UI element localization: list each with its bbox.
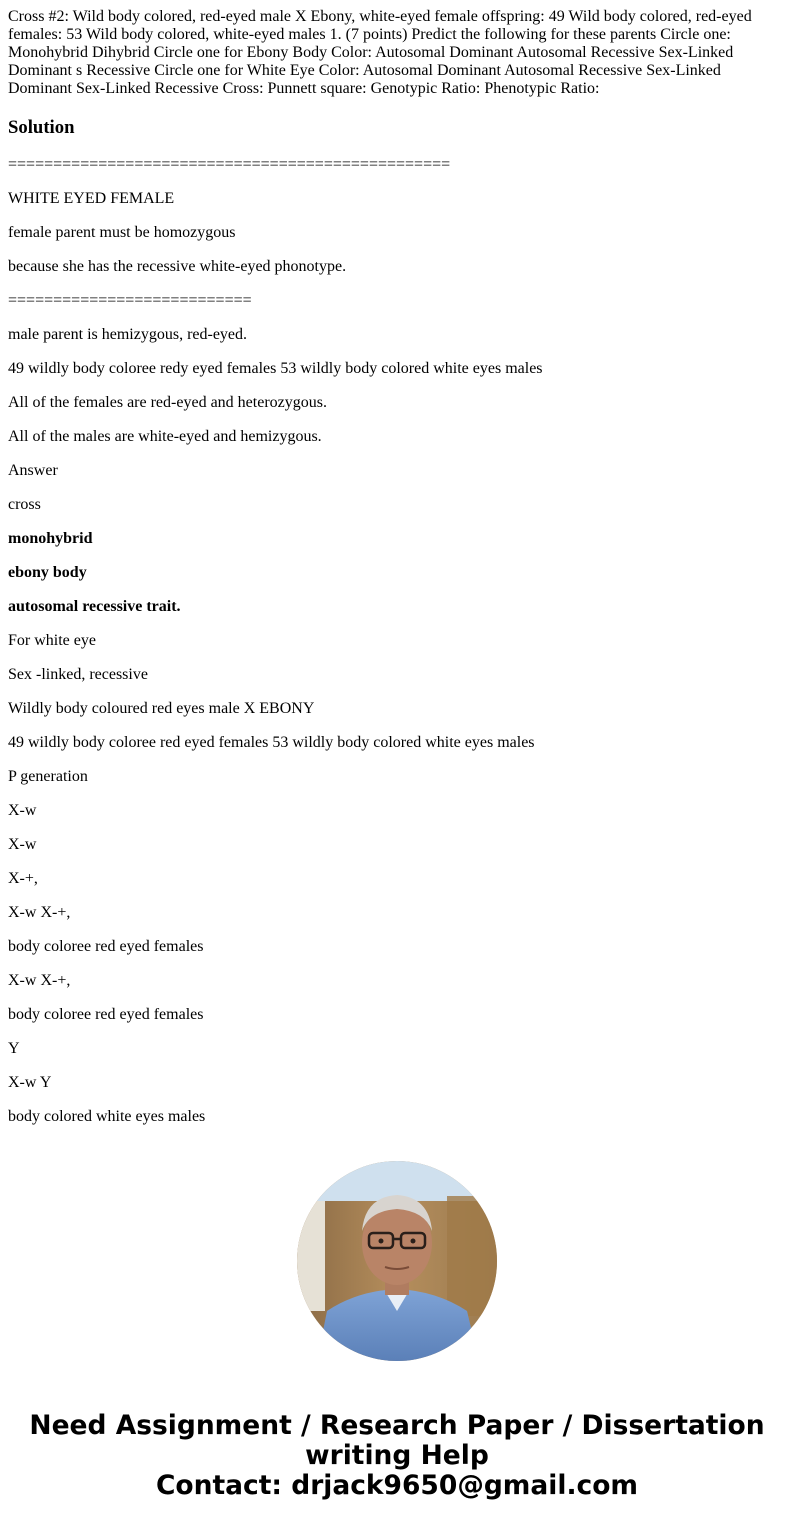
question-text: Cross #2: Wild body colored, red-eyed male X Ebony, white-eyed female offspring: 49 Wild body colored, red-eyed females: 53 Wild body colored, white-eyed males 1. (7 points) Predict the following for these parents Circle one: Monohybrid Dihybrid Circle one for Ebony Body Color: Autosomal Dominant Autosomal Recessive Sex-Linked Dominant s Recessive Circle one for White Eye Color: Autosomal Dominant Autosomal Recessive Sex-Linked Dominant Sex-Linked Recessive Cross: Punnett square: Genotypic Ratio: Phenotypic Ratio: xyxy=(8,8,752,97)
promo-banner xyxy=(0,1411,794,1501)
solution-line: female parent must be homozygous xyxy=(8,224,236,241)
separator-line: =========================== xyxy=(8,292,252,309)
solution-line: Wildly body coloured red eyes male X EBONY xyxy=(8,700,315,717)
answer-bold-line: autosomal recessive trait. xyxy=(8,598,181,615)
answer-bold-line: ebony body xyxy=(8,564,87,581)
solution-line: Sex -linked, recessive xyxy=(8,666,148,683)
promo-line: writing Help xyxy=(305,1440,489,1471)
solution-line: because she has the recessive white-eyed phonotype. xyxy=(8,258,347,275)
solution-line: For white eye xyxy=(8,632,96,649)
solution-line: All of the females are red-eyed and heterozygous. xyxy=(8,394,327,411)
document-body xyxy=(0,8,794,1126)
separator-line: ================================================= xyxy=(8,156,451,173)
solution-line: body coloree red eyed females xyxy=(8,938,204,955)
contact-email: Contact: drjack9650@gmail.com xyxy=(155,1470,639,1501)
solution-line: Answer xyxy=(8,462,58,479)
solution-line: male parent is hemizygous, red-eyed. xyxy=(8,326,248,343)
solution-line: WHITE EYED FEMALE xyxy=(8,190,175,207)
solution-line: 49 wildly body coloree redy eyed females 53 wildly body colored white eyes males xyxy=(8,360,543,377)
avatar xyxy=(297,1161,497,1361)
solution-line: Y xyxy=(8,1040,20,1057)
solution-heading: Solution xyxy=(8,117,75,138)
solution-line: 49 wildly body coloree red eyed females 53 wildly body colored white eyes males xyxy=(8,734,535,751)
answer-bold-line: monohybrid xyxy=(8,530,93,547)
solution-line: X-+, xyxy=(8,870,38,887)
solution-line: X-w X-+, xyxy=(8,972,71,989)
solution-line: X-w xyxy=(8,802,37,819)
solution-line: X-w Y xyxy=(8,1074,52,1091)
solution-line: X-w xyxy=(8,836,37,853)
solution-line: cross xyxy=(8,496,41,513)
solution-line: P generation xyxy=(8,768,88,785)
promo-line: Need Assignment / Research Paper / Dissertation xyxy=(29,1410,765,1441)
solution-lines xyxy=(8,156,786,1126)
solution-line: body colored white eyes males xyxy=(8,1108,206,1125)
portrait-image xyxy=(297,1161,497,1361)
solution-line: All of the males are white-eyed and hemizygous. xyxy=(8,428,322,445)
solution-line: body coloree red eyed females xyxy=(8,1006,204,1023)
solution-line: X-w X-+, xyxy=(8,904,71,921)
